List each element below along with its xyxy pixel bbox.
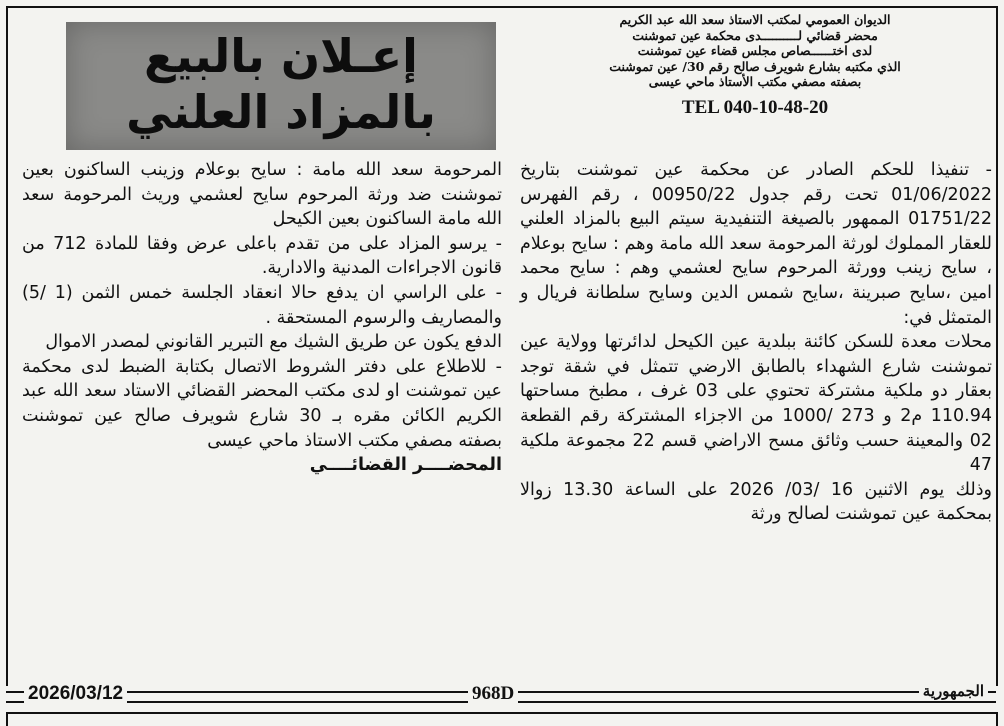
paragraph-parties: المرحومة سعد الله مامة : سايح بوعلام وزينب الساكنون بعين تموشنت ضد ورثة المرحوم سايح لعشمي وريث المرحومة سعد الله مامة الساكنون بعين الكيحل [22,160,502,230]
footer-ad-code: 968D [468,683,518,705]
paragraph-award-rule: - يرسو المزاد على من تقدم باعلى عرض وفقا للمادة 712 من قانون الاجراءات المدنية والادارية. [22,233,502,279]
title-line-2: بالمزاد العلني [126,85,436,139]
newspaper-logo: الجمهورية [919,682,988,700]
title-line-1: إعـلان بالبيع [144,29,418,83]
office-line-5: بصفته مصفي مكتب الأستاذ ماحي عيسى [648,74,862,89]
office-line-1: الديوان العمومي لمكتب الاستاذ سعد الله عبد الكريم [619,12,891,27]
top-border [6,6,998,8]
office-line-3: لدى اختــــــصاص مجلس قضاء عين تموشنت [637,43,873,58]
office-telephone: TEL 040-10-48-20 [681,96,829,118]
paragraph-auction-date: وذلك يوم الاثنين 16 /03/ 2026 على الساعة 13.30 زوالا بمحكمة عين تموشنت لصالح ورثة [520,479,993,525]
paragraph-contact: - للاطلاع على دفتر الشروط الاتصال بكتابة الضبط لدى محكمة عين تموشنت او لدى مكتب المحضر القضائي الاستاد سعد الله عبد الكريم الكائن مقره بـ 30 شارع شويرف صالح عين تموشنت بصفته مصفي مكتب الاستاذ ماحي عيسى [22,356,502,451]
right-border [996,6,998,686]
office-line-2: محضر قضائي لــــــــــدى محكمة عين تموشنت [632,27,878,43]
left-border [6,6,8,686]
title-banner [66,22,496,150]
paragraph-property: محلات معدة للسكن كائنة ببلدية عين الكيحل لدائرتها وولاية عين تموشنت شارع الشهداء بالطابق الارضي تتمثل في شقة توجد بعقار دو ملكية مشتركة تحتوي على 03 غرف ، مطبخ مساحتها 110.94 م2 و 273 /1000 من الاجزاء المشتركة رقم القطعة 02 والمعينة حسب وثائق مسح الاراضي قسم 22 مجموعة ملكية 47 [520,332,993,476]
left-text-column [22,158,502,478]
paragraph-payment-method: الدفع يكون عن طريق الشيك مع التبرير القانوني لمصدر الاموال [45,332,502,353]
signature: المحضــــر القضائــــي [309,455,502,476]
paragraph-judgment: - تنفيذا للحكم الصادر عن محكمة عين تموشنت بتاريخ 01/06/2022 تحت رقم جدول 00950/22 ، رقم الفهرس 01751/22 الممهور بالصيغة التنفيدية سيتم البيع بالمزاد العلني للعقار المملوك لورثة المرحومة سعد الله مامة وهم : سايح بوعلام ، سايح زينب وورثة المرحوم سايح لعشمي وهم : سايح محمد امين ،سايح صبرينة ،سايح شمس الدين وسايح سلطانة فريال و المتمثل في: [520,160,993,328]
right-text-column [520,158,992,527]
footer-date: 2026/03/12 [24,683,127,705]
paragraph-payment-share: - على الراسي ان يدفع حالا انعقاد الجلسة خمس الثمن (1 /5) والمصاريف والرسوم المستحقة . [22,282,502,328]
office-line-4: الذي مكتبه بشارع شويرف صالح رقم 30/ عين تموشنت [609,58,901,74]
footer-bar [6,682,998,708]
bailiff-office-header [520,12,990,152]
next-ad-border [6,712,998,726]
